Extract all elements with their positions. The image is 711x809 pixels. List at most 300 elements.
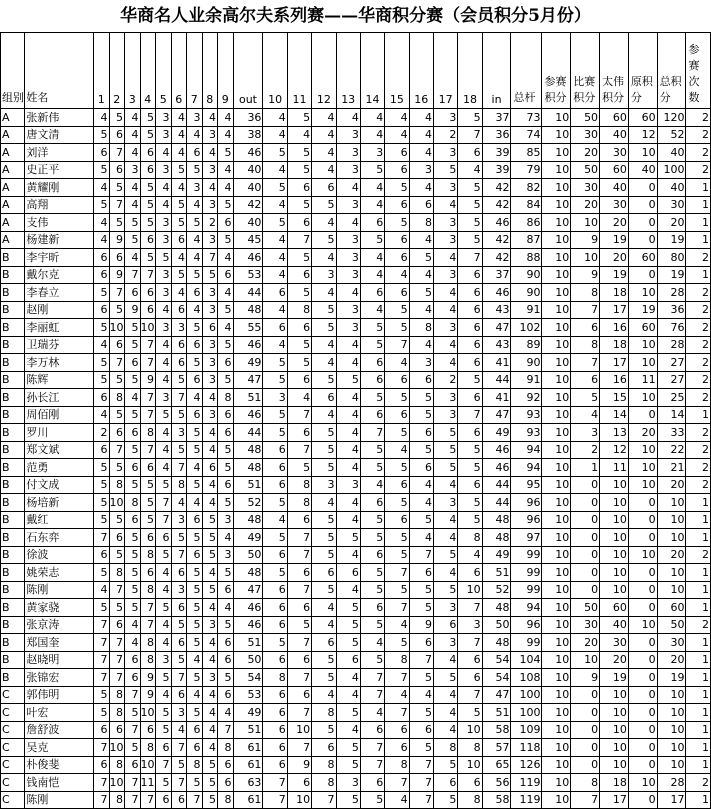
score-cell: 4 bbox=[336, 284, 360, 302]
score-cell: 6 bbox=[433, 774, 457, 792]
score-cell: 0 bbox=[628, 406, 657, 424]
player-name-cell: 周佰刚 bbox=[25, 406, 94, 424]
score-cell: 5 bbox=[312, 511, 336, 529]
score-cell: 60 bbox=[600, 161, 629, 179]
score-cell: 84 bbox=[511, 196, 542, 214]
score-cell: 10 bbox=[542, 441, 571, 459]
score-cell: 6 bbox=[140, 144, 156, 162]
score-cell: 19 bbox=[657, 669, 686, 687]
score-cell: 4 bbox=[336, 459, 360, 477]
score-cell: 10 bbox=[628, 546, 657, 564]
group-cell: B bbox=[1, 459, 25, 477]
player-name-cell: 戴尔克 bbox=[25, 266, 94, 284]
score-cell: 8 bbox=[218, 791, 234, 809]
group-cell: B bbox=[1, 581, 25, 599]
group-cell: C bbox=[1, 739, 25, 757]
score-cell: 6 bbox=[187, 284, 203, 302]
table-row bbox=[1, 686, 711, 704]
score-cell: 6 bbox=[218, 424, 234, 442]
score-cell: 6 bbox=[263, 284, 287, 302]
player-name-cell: 唐文清 bbox=[25, 126, 94, 144]
score-cell: 9 bbox=[140, 686, 156, 704]
table-row bbox=[1, 599, 711, 617]
score-cell: 6 bbox=[312, 564, 336, 582]
score-cell: 48 bbox=[233, 511, 263, 529]
score-cell: 33 bbox=[657, 424, 686, 442]
score-cell: 4 bbox=[433, 721, 457, 739]
score-cell: 10 bbox=[628, 144, 657, 162]
score-cell: 51 bbox=[233, 389, 263, 407]
score-cell: 4 bbox=[312, 126, 336, 144]
score-cell: 4 bbox=[360, 266, 384, 284]
table-row bbox=[1, 231, 711, 249]
score-cell: 3 bbox=[218, 511, 234, 529]
score-cell: 6 bbox=[187, 739, 203, 757]
score-cell: 6 bbox=[409, 721, 433, 739]
player-name-cell: 戴红 bbox=[25, 511, 94, 529]
score-cell: 6 bbox=[458, 144, 482, 162]
group-cell: B bbox=[1, 529, 25, 547]
column-header: 总杆 bbox=[511, 33, 542, 109]
score-cell: 10 bbox=[542, 371, 571, 389]
group-cell: C bbox=[1, 791, 25, 809]
score-cell: 4 bbox=[287, 126, 311, 144]
score-cell: 7 bbox=[287, 546, 311, 564]
score-cell: 6 bbox=[202, 319, 218, 337]
score-cell: 6 bbox=[171, 301, 187, 319]
score-cell: 6 bbox=[458, 336, 482, 354]
score-cell: 6 bbox=[171, 686, 187, 704]
score-cell: 5 bbox=[409, 599, 433, 617]
score-cell: 7 bbox=[109, 634, 125, 652]
score-cell: 1 bbox=[686, 214, 711, 232]
score-cell: 5 bbox=[287, 249, 311, 267]
score-cell: 5 bbox=[171, 214, 187, 232]
score-cell: 42 bbox=[482, 231, 511, 249]
score-cell: 5 bbox=[109, 371, 125, 389]
score-cell: 37 bbox=[482, 266, 511, 284]
column-header: out bbox=[233, 33, 263, 109]
score-cell: 5 bbox=[458, 511, 482, 529]
score-cell: 10 bbox=[542, 196, 571, 214]
score-cell: 76 bbox=[657, 319, 686, 337]
player-name-cell: 郑国奎 bbox=[25, 634, 94, 652]
score-cell: 6 bbox=[218, 266, 234, 284]
score-cell: 5 bbox=[94, 511, 110, 529]
score-cell: 5 bbox=[360, 791, 384, 809]
score-cell: 0 bbox=[628, 266, 657, 284]
score-cell: 5 bbox=[312, 441, 336, 459]
score-cell: 10 bbox=[109, 494, 125, 512]
score-cell: 10 bbox=[542, 319, 571, 337]
score-cell: 5 bbox=[125, 371, 141, 389]
column-header: 原积分 bbox=[628, 33, 657, 109]
column-header: in bbox=[482, 33, 511, 109]
score-cell: 4 bbox=[433, 529, 457, 547]
score-cell: 5 bbox=[94, 564, 110, 582]
score-cell: 4 bbox=[433, 686, 457, 704]
score-cell: 10 bbox=[542, 144, 571, 162]
group-cell: C bbox=[1, 704, 25, 722]
score-cell: 5 bbox=[312, 581, 336, 599]
score-cell: 3 bbox=[336, 774, 360, 792]
score-cell: 4 bbox=[336, 214, 360, 232]
score-cell: 5 bbox=[385, 301, 409, 319]
score-cell: 5 bbox=[433, 669, 457, 687]
score-cell: 91 bbox=[511, 301, 542, 319]
score-cell: 5 bbox=[385, 424, 409, 442]
score-cell: 20 bbox=[657, 546, 686, 564]
table-row bbox=[1, 791, 711, 809]
score-cell: 4 bbox=[171, 179, 187, 197]
score-cell: 7 bbox=[140, 389, 156, 407]
score-cell: 4 bbox=[263, 249, 287, 267]
score-cell: 42 bbox=[233, 196, 263, 214]
score-cell: 5 bbox=[140, 476, 156, 494]
column-header: 15 bbox=[385, 33, 409, 109]
score-cell: 7 bbox=[156, 756, 172, 774]
score-cell: 4 bbox=[409, 494, 433, 512]
score-cell: 10 bbox=[657, 686, 686, 704]
score-cell: 5 bbox=[187, 476, 203, 494]
score-cell: 6 bbox=[263, 721, 287, 739]
score-cell: 4 bbox=[202, 564, 218, 582]
score-cell: 5 bbox=[125, 546, 141, 564]
column-header: 2 bbox=[109, 33, 125, 109]
score-cell: 4 bbox=[156, 179, 172, 197]
score-cell: 18 bbox=[600, 284, 629, 302]
score-cell: 0 bbox=[628, 179, 657, 197]
score-cell: 28 bbox=[657, 336, 686, 354]
score-cell: 5 bbox=[187, 669, 203, 687]
score-cell: 7 bbox=[385, 704, 409, 722]
player-name-cell: 杨建新 bbox=[25, 231, 94, 249]
score-cell: 7 bbox=[171, 669, 187, 687]
score-cell: 8 bbox=[187, 756, 203, 774]
score-cell: 10 bbox=[542, 564, 571, 582]
score-cell: 4 bbox=[156, 371, 172, 389]
score-cell: 4 bbox=[125, 389, 141, 407]
score-cell: 102 bbox=[511, 319, 542, 337]
score-cell: 4 bbox=[433, 704, 457, 722]
score-cell: 4 bbox=[336, 511, 360, 529]
score-cell: 4 bbox=[202, 179, 218, 197]
score-cell: 4 bbox=[336, 721, 360, 739]
score-cell: 6 bbox=[287, 686, 311, 704]
score-cell: 0 bbox=[628, 214, 657, 232]
score-cell: 5 bbox=[385, 389, 409, 407]
group-cell: B bbox=[1, 249, 25, 267]
score-cell: 6 bbox=[458, 424, 482, 442]
score-cell: 6 bbox=[409, 371, 433, 389]
score-cell: 37 bbox=[482, 109, 511, 127]
score-cell: 7 bbox=[409, 791, 433, 809]
score-cell: 53 bbox=[233, 686, 263, 704]
player-name-cell: 徐波 bbox=[25, 546, 94, 564]
player-name-cell: 吴克 bbox=[25, 739, 94, 757]
score-cell: 7 bbox=[140, 336, 156, 354]
score-cell: 6 bbox=[263, 459, 287, 477]
score-cell: 4 bbox=[156, 144, 172, 162]
column-header: 13 bbox=[336, 33, 360, 109]
score-cell: 6 bbox=[125, 756, 141, 774]
score-cell: 0 bbox=[571, 704, 600, 722]
score-cell: 45 bbox=[233, 231, 263, 249]
score-cell: 48 bbox=[482, 511, 511, 529]
score-cell: 10 bbox=[542, 686, 571, 704]
score-cell: 99 bbox=[511, 581, 542, 599]
score-cell: 2 bbox=[94, 424, 110, 442]
score-cell: 46 bbox=[233, 406, 263, 424]
score-cell: 5 bbox=[171, 196, 187, 214]
score-cell: 5 bbox=[263, 529, 287, 547]
score-cell: 20 bbox=[600, 214, 629, 232]
score-cell: 5 bbox=[385, 459, 409, 477]
score-cell: 61 bbox=[233, 739, 263, 757]
player-name-cell: 石东弈 bbox=[25, 529, 94, 547]
score-cell: 8 bbox=[287, 494, 311, 512]
score-cell: 10 bbox=[600, 721, 629, 739]
score-cell: 6 bbox=[171, 336, 187, 354]
score-cell: 4 bbox=[187, 459, 203, 477]
score-cell: 4 bbox=[156, 459, 172, 477]
table-row bbox=[1, 511, 711, 529]
score-cell: 5 bbox=[156, 546, 172, 564]
score-cell: 7 bbox=[109, 144, 125, 162]
score-cell: 2 bbox=[686, 476, 711, 494]
score-cell: 4 bbox=[312, 109, 336, 127]
score-cell: 5 bbox=[360, 441, 384, 459]
score-cell: 6 bbox=[385, 371, 409, 389]
score-cell: 4 bbox=[312, 214, 336, 232]
column-header: 6 bbox=[171, 33, 187, 109]
table-row bbox=[1, 126, 711, 144]
score-cell: 3 bbox=[336, 126, 360, 144]
score-cell: 3 bbox=[336, 301, 360, 319]
table-row bbox=[1, 721, 711, 739]
score-cell: 5 bbox=[187, 704, 203, 722]
score-cell: 41 bbox=[482, 389, 511, 407]
table-row bbox=[1, 109, 711, 127]
score-cell: 5 bbox=[202, 546, 218, 564]
score-cell: 4 bbox=[218, 179, 234, 197]
score-cell: 0 bbox=[571, 686, 600, 704]
score-cell: 4 bbox=[458, 546, 482, 564]
score-cell: 88 bbox=[511, 249, 542, 267]
score-cell: 5 bbox=[218, 669, 234, 687]
score-cell: 3 bbox=[171, 581, 187, 599]
score-cell: 5 bbox=[171, 161, 187, 179]
score-cell: 10 bbox=[571, 214, 600, 232]
score-cell: 28 bbox=[657, 284, 686, 302]
score-cell: 5 bbox=[202, 581, 218, 599]
score-cell: 90 bbox=[511, 284, 542, 302]
score-cell: 6 bbox=[385, 284, 409, 302]
player-name-cell: 李宇昕 bbox=[25, 249, 94, 267]
table-row bbox=[1, 669, 711, 687]
score-cell: 4 bbox=[218, 161, 234, 179]
score-cell: 2 bbox=[202, 214, 218, 232]
score-cell: 6 bbox=[187, 511, 203, 529]
score-cell: 9 bbox=[409, 616, 433, 634]
column-header: 4 bbox=[140, 33, 156, 109]
score-cell: 6 bbox=[385, 231, 409, 249]
score-cell: 0 bbox=[628, 686, 657, 704]
score-cell: 5 bbox=[409, 389, 433, 407]
score-cell: 10 bbox=[542, 109, 571, 127]
score-cell: 6 bbox=[287, 564, 311, 582]
score-cell: 5 bbox=[312, 669, 336, 687]
score-cell: 4 bbox=[336, 179, 360, 197]
score-cell: 6 bbox=[385, 511, 409, 529]
score-cell: 4 bbox=[312, 336, 336, 354]
score-cell: 4 bbox=[202, 389, 218, 407]
group-cell: B bbox=[1, 441, 25, 459]
score-cell: 8 bbox=[571, 284, 600, 302]
score-cell: 6 bbox=[187, 721, 203, 739]
score-cell: 4 bbox=[125, 179, 141, 197]
player-name-cell: 支伟 bbox=[25, 214, 94, 232]
score-cell: 10 bbox=[542, 389, 571, 407]
score-cell: 8 bbox=[109, 686, 125, 704]
score-cell: 5 bbox=[125, 319, 141, 337]
score-cell: 94 bbox=[511, 459, 542, 477]
score-cell: 7 bbox=[94, 651, 110, 669]
score-cell: 19 bbox=[657, 266, 686, 284]
score-cell: 1 bbox=[686, 581, 711, 599]
score-cell: 4 bbox=[187, 651, 203, 669]
score-cell: 4 bbox=[360, 126, 384, 144]
score-cell: 4 bbox=[156, 301, 172, 319]
group-cell: B bbox=[1, 476, 25, 494]
score-cell: 52 bbox=[233, 494, 263, 512]
score-cell: 10 bbox=[657, 564, 686, 582]
column-header: 9 bbox=[218, 33, 234, 109]
score-cell: 17 bbox=[600, 791, 629, 809]
group-cell: B bbox=[1, 669, 25, 687]
group-cell: B bbox=[1, 494, 25, 512]
score-cell: 2 bbox=[686, 284, 711, 302]
score-cell: 5 bbox=[360, 231, 384, 249]
score-cell: 7 bbox=[287, 441, 311, 459]
score-cell: 0 bbox=[628, 721, 657, 739]
score-cell: 7 bbox=[140, 616, 156, 634]
score-cell: 9 bbox=[125, 301, 141, 319]
score-cell: 4 bbox=[187, 196, 203, 214]
score-cell: 4 bbox=[360, 476, 384, 494]
score-cell: 10 bbox=[628, 336, 657, 354]
score-cell: 20 bbox=[628, 424, 657, 442]
score-cell: 5 bbox=[458, 494, 482, 512]
score-cell: 5 bbox=[94, 686, 110, 704]
score-cell: 5 bbox=[171, 616, 187, 634]
score-cell: 50 bbox=[571, 599, 600, 617]
score-cell: 3 bbox=[433, 599, 457, 617]
table-row bbox=[1, 424, 711, 442]
score-cell: 10 bbox=[542, 284, 571, 302]
score-cell: 7 bbox=[360, 756, 384, 774]
score-cell: 11 bbox=[600, 459, 629, 477]
score-cell: 63 bbox=[233, 774, 263, 792]
score-cell: 5 bbox=[409, 669, 433, 687]
score-cell: 46 bbox=[233, 144, 263, 162]
score-cell: 10 bbox=[542, 179, 571, 197]
score-cell: 73 bbox=[511, 109, 542, 127]
score-cell: 5 bbox=[140, 494, 156, 512]
score-cell: 7 bbox=[94, 616, 110, 634]
score-cell: 3 bbox=[171, 704, 187, 722]
score-cell: 4 bbox=[171, 494, 187, 512]
score-cell: 5 bbox=[458, 196, 482, 214]
score-cell: 17 bbox=[600, 301, 629, 319]
score-cell: 1 bbox=[571, 459, 600, 477]
score-cell: 5 bbox=[263, 634, 287, 652]
player-name-cell: 陈刚 bbox=[25, 791, 94, 809]
score-cell: 4 bbox=[360, 109, 384, 127]
score-cell: 93 bbox=[511, 406, 542, 424]
score-cell: 48 bbox=[233, 441, 263, 459]
score-cell: 6 bbox=[94, 249, 110, 267]
score-cell: 2 bbox=[686, 616, 711, 634]
score-cell: 4 bbox=[156, 686, 172, 704]
score-cell: 49 bbox=[233, 354, 263, 372]
group-cell: C bbox=[1, 686, 25, 704]
score-cell: 0 bbox=[628, 634, 657, 652]
score-cell: 0 bbox=[628, 756, 657, 774]
score-cell: 5 bbox=[312, 301, 336, 319]
score-cell: 6 bbox=[156, 529, 172, 547]
score-cell: 6 bbox=[336, 651, 360, 669]
column-header: 18 bbox=[458, 33, 482, 109]
score-cell: 7 bbox=[409, 651, 433, 669]
column-header: 16 bbox=[409, 33, 433, 109]
score-cell: 50 bbox=[571, 109, 600, 127]
group-cell: A bbox=[1, 126, 25, 144]
score-cell: 3 bbox=[202, 406, 218, 424]
score-cell: 6 bbox=[187, 336, 203, 354]
score-cell: 6 bbox=[171, 564, 187, 582]
score-cell: 4 bbox=[202, 721, 218, 739]
score-cell: 5 bbox=[94, 196, 110, 214]
score-cell: 6 bbox=[171, 354, 187, 372]
score-cell: 7 bbox=[458, 126, 482, 144]
player-name-cell: 李丽虹 bbox=[25, 319, 94, 337]
score-cell: 6 bbox=[287, 424, 311, 442]
score-cell: 6 bbox=[385, 249, 409, 267]
score-cell: 51 bbox=[233, 721, 263, 739]
group-cell: B bbox=[1, 266, 25, 284]
score-cell: 10 bbox=[628, 774, 657, 792]
score-cell: 4 bbox=[218, 529, 234, 547]
score-cell: 5 bbox=[571, 389, 600, 407]
player-name-cell: 赵刚 bbox=[25, 301, 94, 319]
score-cell: 8 bbox=[140, 634, 156, 652]
score-cell: 3 bbox=[202, 669, 218, 687]
score-cell: 10 bbox=[657, 581, 686, 599]
score-cell: 1 bbox=[686, 196, 711, 214]
score-cell: 10 bbox=[600, 564, 629, 582]
score-cell: 6 bbox=[125, 651, 141, 669]
score-cell: 6 bbox=[140, 459, 156, 477]
score-cell: 19 bbox=[600, 669, 629, 687]
score-cell: 8 bbox=[571, 336, 600, 354]
score-cell: 10 bbox=[542, 126, 571, 144]
score-cell: 2 bbox=[686, 389, 711, 407]
score-cell: 46 bbox=[482, 441, 511, 459]
score-cell: 10 bbox=[657, 739, 686, 757]
score-cell: 4 bbox=[202, 634, 218, 652]
score-cell: 3 bbox=[433, 214, 457, 232]
